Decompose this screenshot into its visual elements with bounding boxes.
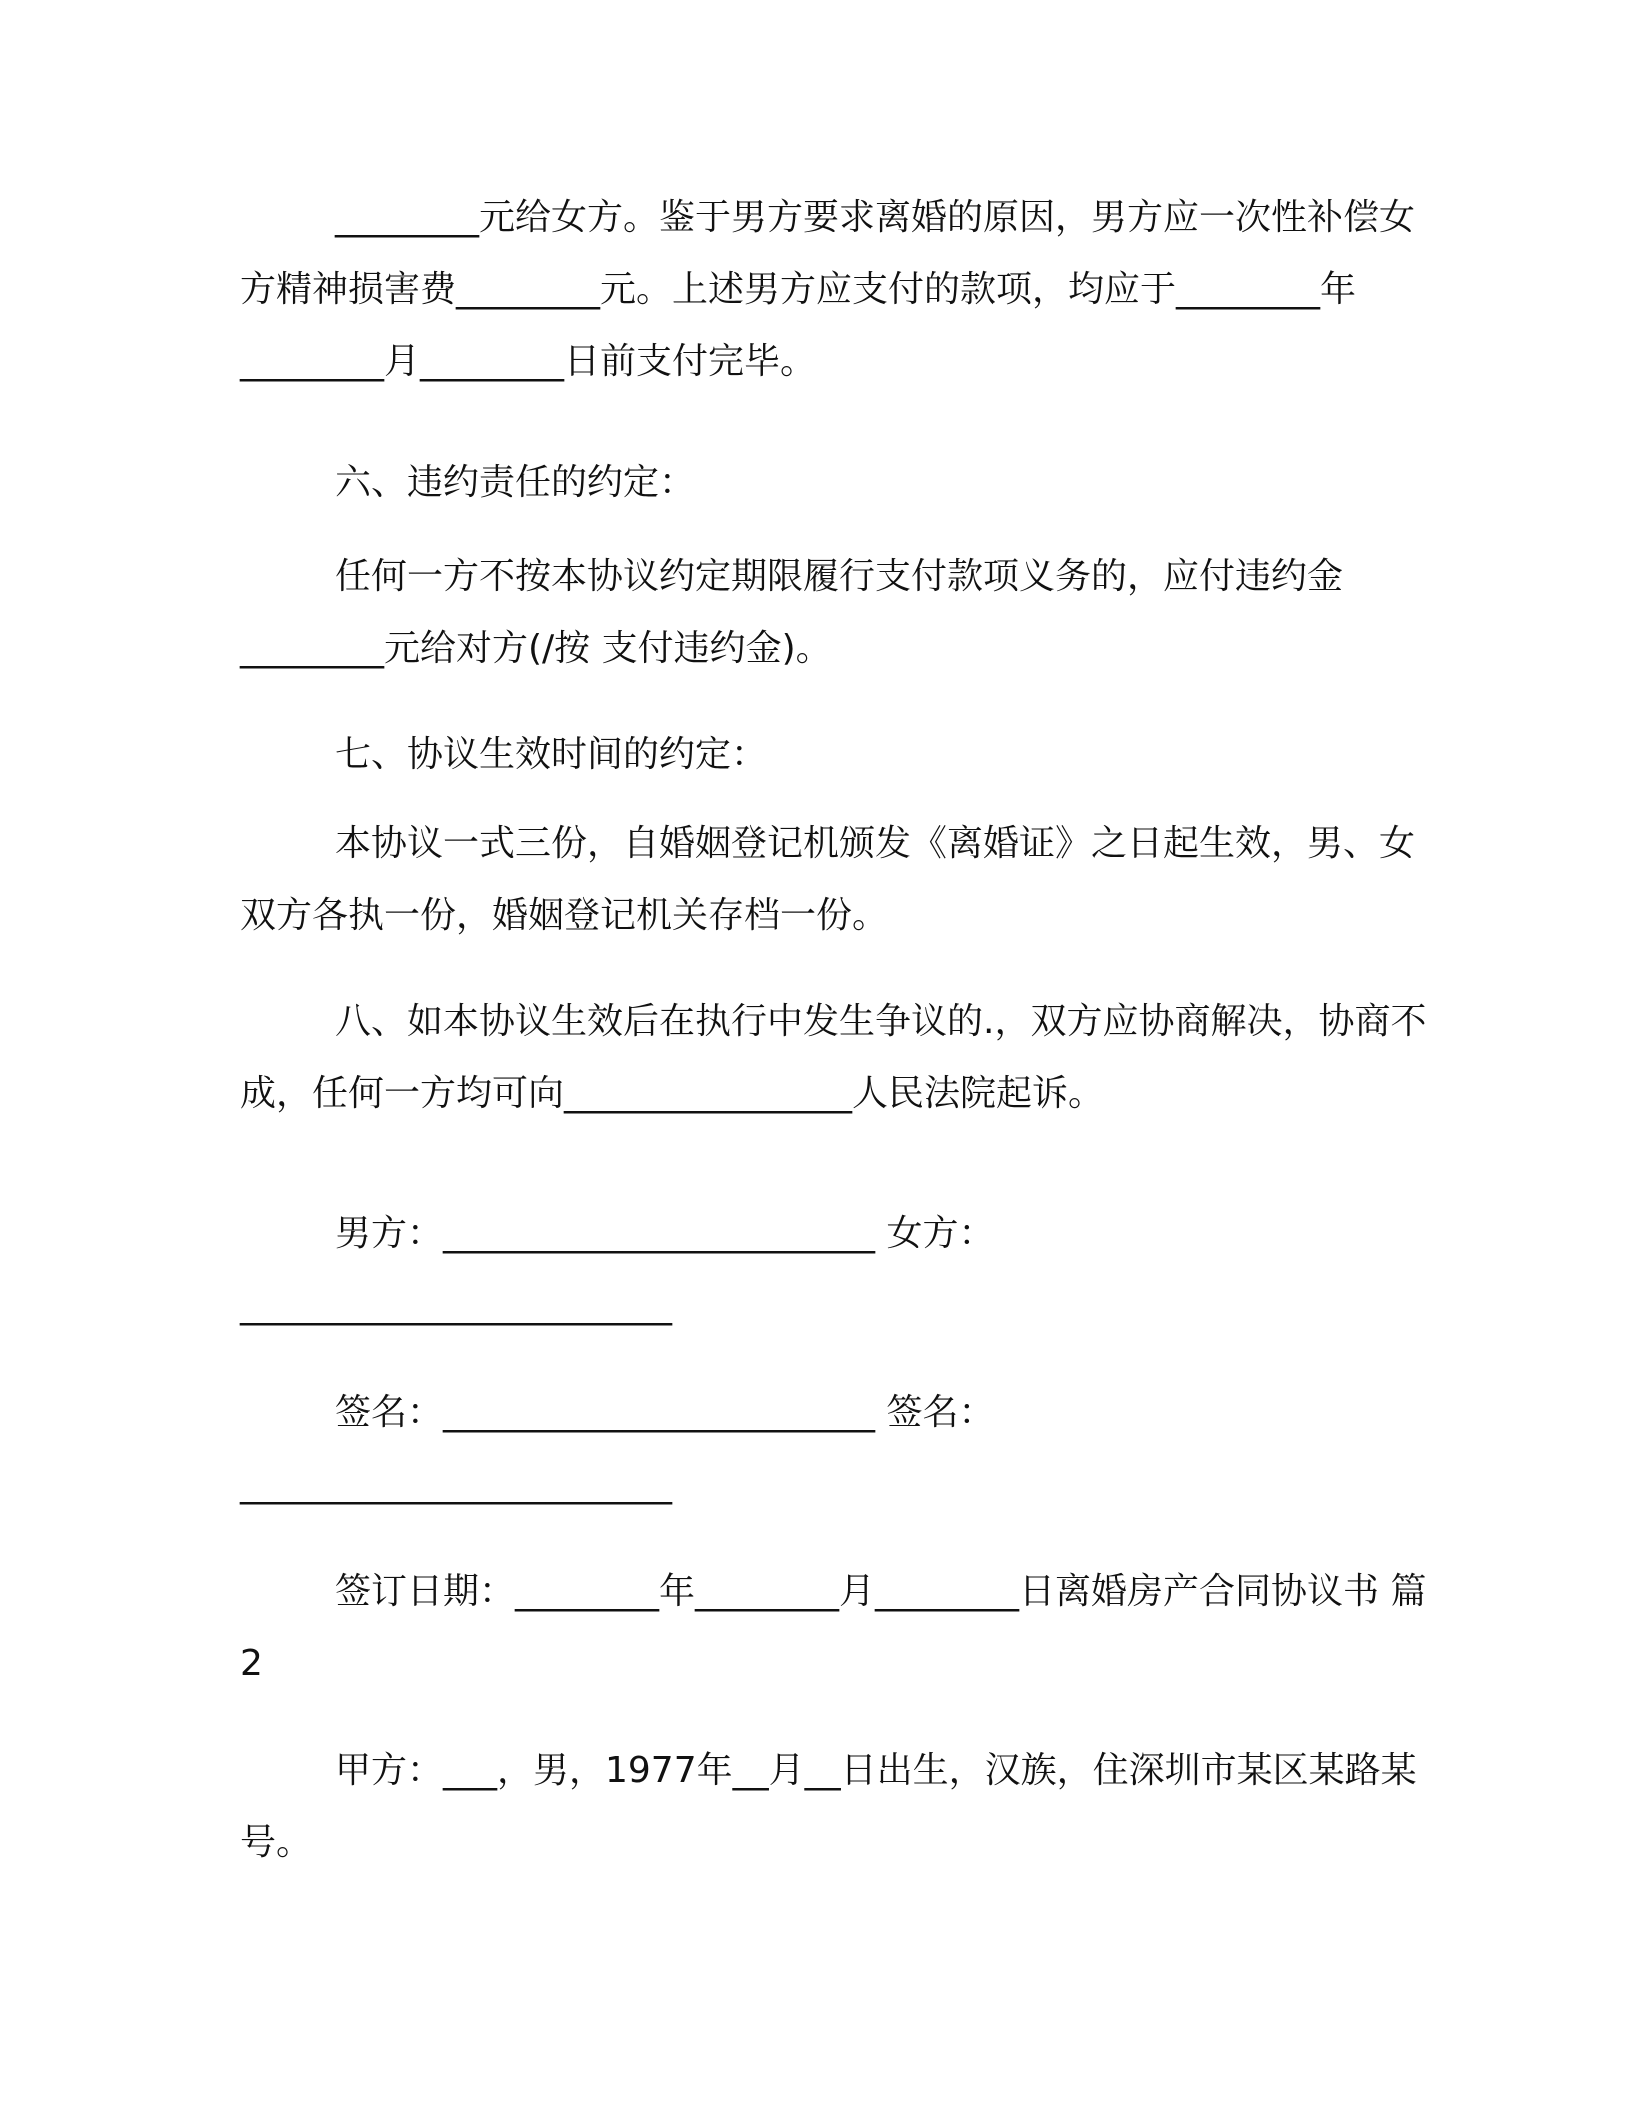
paragraph-effective-copies: 本协议一式三份，自婚姻登记机颁发《离婚证》之日起生效，男、女双方各执一份，婚姻登记机关存档一份。 bbox=[240, 823, 1416, 936]
heading-breach-liability: 六、违约责任的约定： bbox=[335, 462, 696, 503]
signature-underline-1: ________________________ bbox=[240, 1285, 672, 1326]
signature-underline-2: ________________________ bbox=[240, 1464, 672, 1505]
signature-line-parties: 男方：________________________ 女方： bbox=[335, 1213, 995, 1254]
signature-line-signatures: 签名：________________________ 签名： bbox=[335, 1392, 995, 1433]
party-a-info: 甲方：___，男，1977年__月__日出生，汉族，住深圳市某区某路某号。 bbox=[240, 1750, 1417, 1863]
heading-effective-time: 七、协议生效时间的约定： bbox=[335, 734, 768, 775]
signing-date-and-title: 签订日期：________年________月________日离婚房产合同协议书 篇2 bbox=[240, 1571, 1427, 1684]
paragraph-payment-compensation: ________元给女方。鉴于男方要求离婚的原因，男方应一次性补偿女方精神损害费________元。上述男方应支付的款项，均应于________年________月________日前支付完毕。 bbox=[240, 197, 1416, 382]
paragraph-breach-penalty: 任何一方不按本协议约定期限履行支付款项义务的，应付违约金________元给对方(/按 支付违约金)。 bbox=[240, 556, 1344, 669]
paragraph-dispute-resolution: 八、如本协议生效后在执行中发生争议的.，双方应协商解决，协商不成，任何一方均可向________________人民法院起诉。 bbox=[240, 1001, 1427, 1114]
